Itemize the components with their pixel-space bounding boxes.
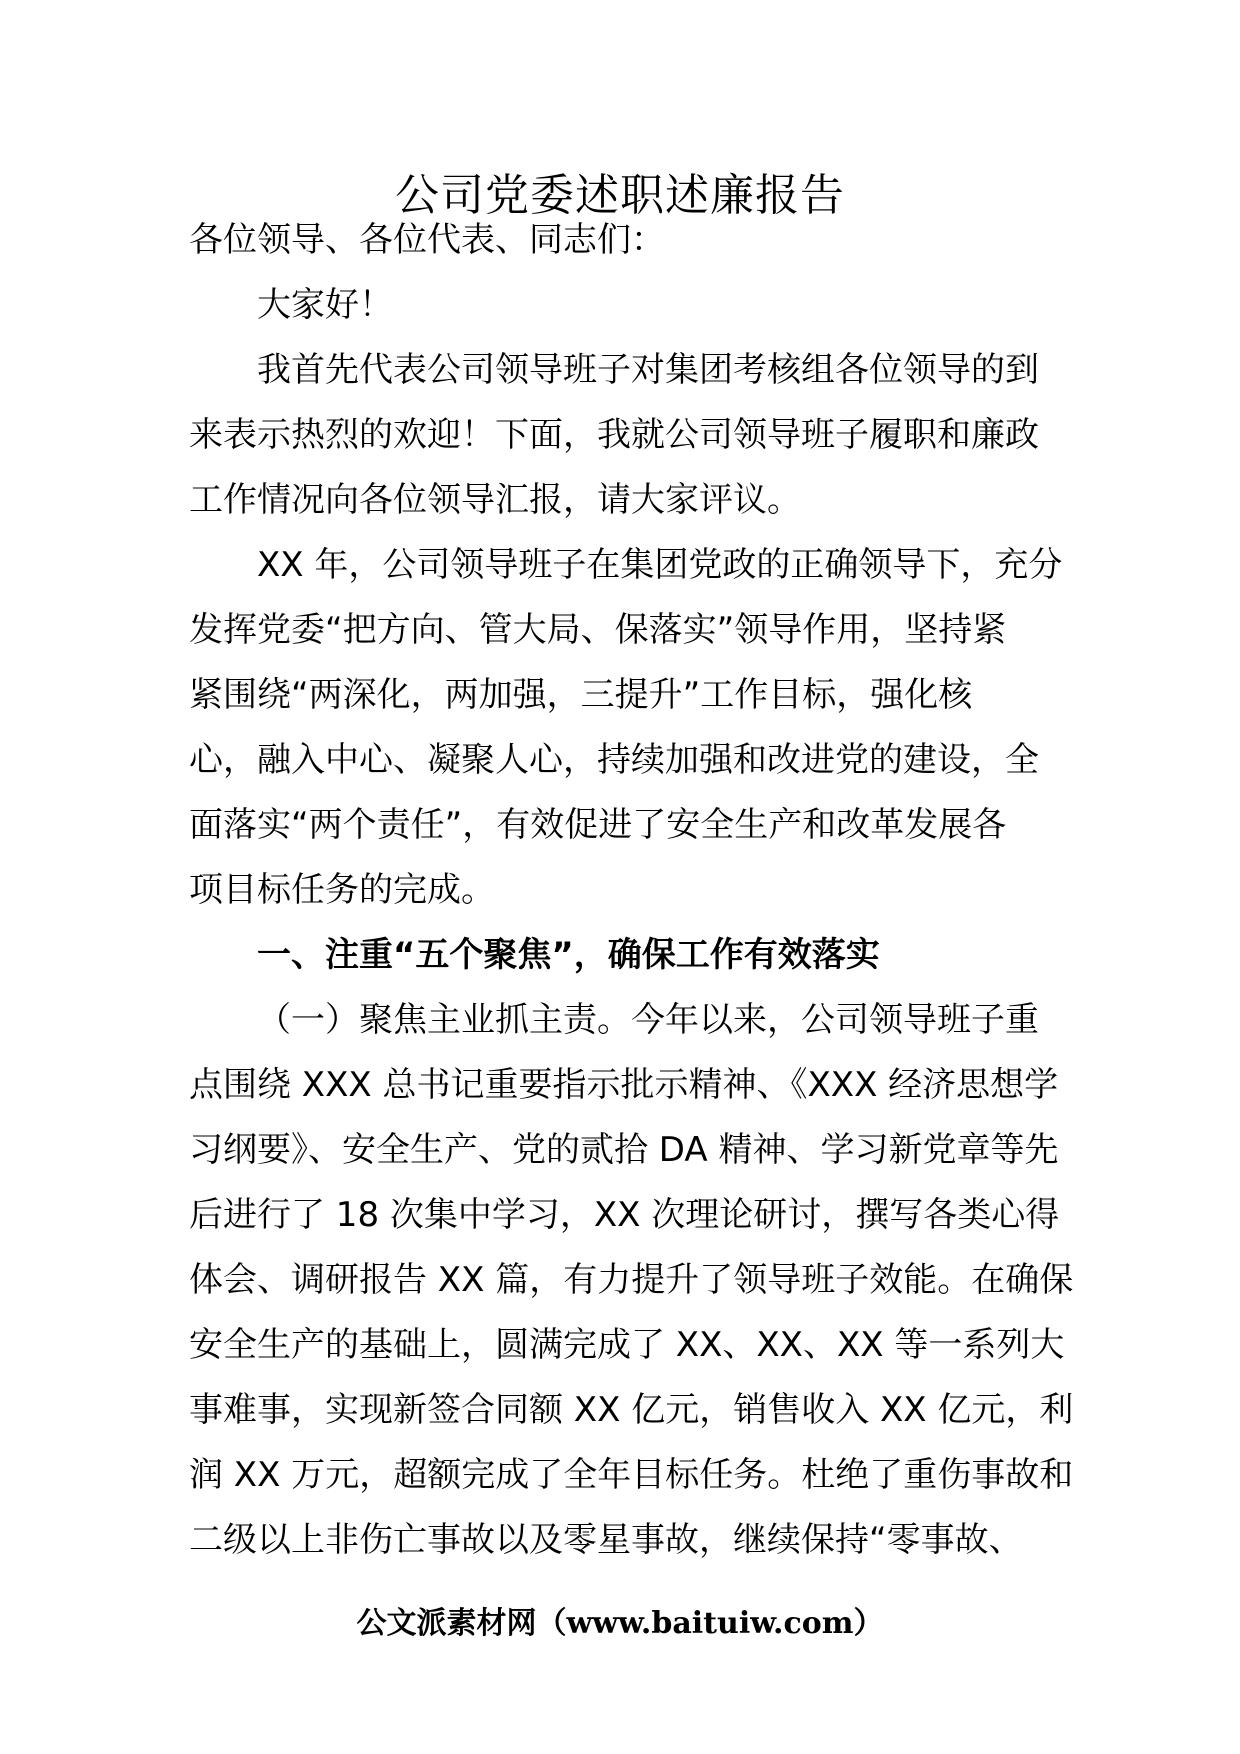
paragraph-line: 安全生产的基础上，圆满完成了 XX、XX、XX 等一系列大 xyxy=(189,1325,1065,1365)
salutation-line: 各位领导、各位代表、同志们： xyxy=(189,220,665,260)
paragraph-line: 紧围绕“两深化，两加强，三提升”工作目标，强化核 xyxy=(189,675,973,715)
paragraph-line: 润 XX 万元，超额完成了全年目标任务。杜绝了重伤事故和 xyxy=(189,1455,1074,1495)
document-title: 公司党委述职述廉报告 xyxy=(395,170,845,221)
section-heading: 一、注重“五个聚焦”，确保工作有效落实 xyxy=(257,935,880,975)
paragraph-line: 工作情况向各位领导汇报，请大家评议。 xyxy=(189,480,801,520)
paragraph-line: 发挥党委“把方向、管大局、保落实”领导作用，坚持紧 xyxy=(189,610,1007,650)
paragraph-line: 体会、调研报告 XX 篇，有力提升了领导班子效能。在确保 xyxy=(189,1260,1074,1300)
paragraph-line: 二级以上非伤亡事故以及零星事故，继续保持“零事故、 xyxy=(189,1520,1023,1560)
paragraph-line: XX 年，公司领导班子在集团党政的正确领导下，充分 xyxy=(257,545,1063,585)
greeting-line: 大家好！ xyxy=(257,285,393,325)
paragraph-line: 后进行了 18 次集中学习，XX 次理论研讨，撰写各类心得 xyxy=(189,1195,1060,1235)
paragraph-line: 我首先代表公司领导班子对集团考核组各位领导的到 xyxy=(257,350,1039,390)
paragraph-line: 习纲要》、安全生产、党的贰拾 DA 精神、学习新党章等先 xyxy=(189,1130,1059,1170)
paragraph-line: 面落实“两个责任”，有效促进了安全生产和改革发展各 xyxy=(189,805,1007,845)
paragraph-line: （一）聚焦主业抓主责。今年以来，公司领导班子重 xyxy=(257,1000,1039,1040)
document-body xyxy=(189,208,1074,1573)
paragraph-line: 事难事，实现新签合同额 XX 亿元，销售收入 XX 亿元，利 xyxy=(189,1390,1074,1430)
footer-watermark: 公文派素材网（www.baituiw.com） xyxy=(356,1606,884,1641)
paragraph-line: 项目标任务的完成。 xyxy=(189,870,495,910)
paragraph-line: 来表示热烈的欢迎！下面，我就公司领导班子履职和廉政 xyxy=(189,415,1039,455)
paragraph-line: 心，融入中心、凝聚人心，持续加强和改进党的建设，全 xyxy=(189,740,1039,780)
paragraph-line: 点围绕 XXX 总书记重要指示批示精神、《XXX 经济思想学 xyxy=(189,1065,1059,1105)
